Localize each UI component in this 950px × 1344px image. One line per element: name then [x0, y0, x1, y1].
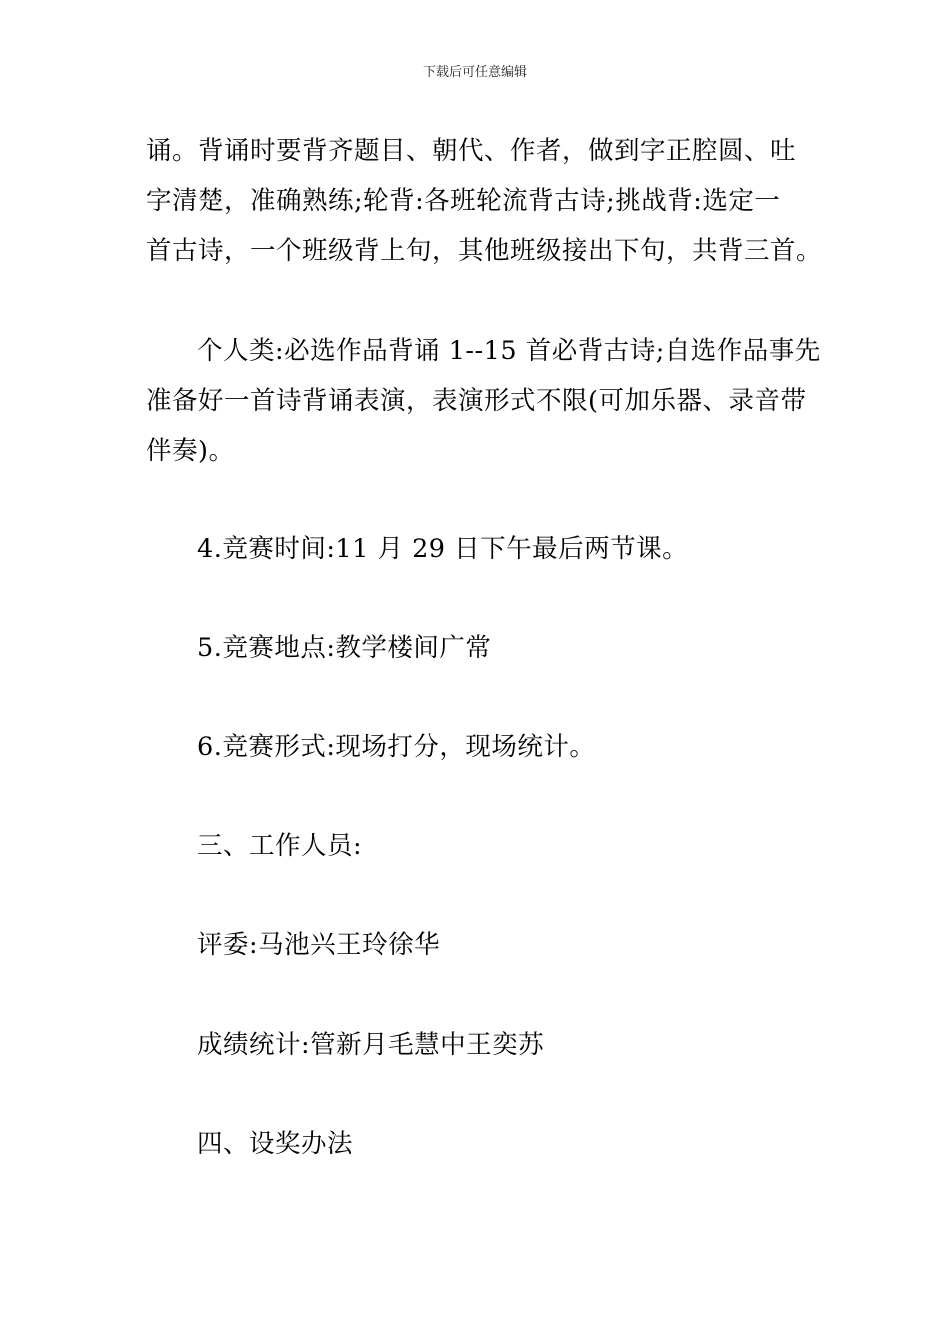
text-line: 评委:马池兴王玲徐华 — [197, 930, 441, 960]
text-line: 6.竞赛形式:现场打分，现场统计。 — [197, 732, 596, 762]
paragraph-competition-location — [146, 623, 810, 673]
paragraph-competition-format — [146, 722, 810, 772]
section-heading-staff — [146, 821, 810, 871]
text-line: 成绩统计:管新月毛慧中王奕苏 — [197, 1030, 545, 1060]
text-line: 准备好一首诗背诵表演，表演形式不限(可加乐器、录音带 — [146, 386, 807, 416]
text-line: 诵。背诵时要背齐题目、朝代、作者，做到字正腔圆、吐 — [146, 136, 797, 166]
page-header: 下载后可任意编辑 — [422, 65, 527, 80]
text-line: 4.竞赛时间:11 月 29 日下午最后两节课。 — [197, 534, 689, 564]
paragraph-individual-category — [146, 326, 821, 476]
text-line: 伴奏)。 — [146, 436, 235, 466]
text-line: 个人类:必选作品背诵 1--15 首必背古诗;自选作品事先 — [197, 336, 821, 366]
text-line: 字清楚，准确熟练;轮背:各班轮流背古诗;挑战背:选定一 — [146, 186, 781, 216]
text-line: 5.竞赛地点:教学楼间广常 — [197, 633, 492, 663]
text-line: 三、工作人员: — [197, 831, 363, 861]
text-line: 首古诗，一个班级背上句，其他班级接出下句，共背三首。 — [146, 236, 823, 266]
paragraph-competition-time — [146, 524, 810, 574]
section-heading-awards — [146, 1119, 810, 1169]
text-line: 四、设奖办法 — [197, 1129, 354, 1159]
paragraph-score-statistics — [146, 1020, 810, 1070]
paragraph-rules-continued — [146, 126, 823, 276]
paragraph-judges — [146, 920, 810, 970]
